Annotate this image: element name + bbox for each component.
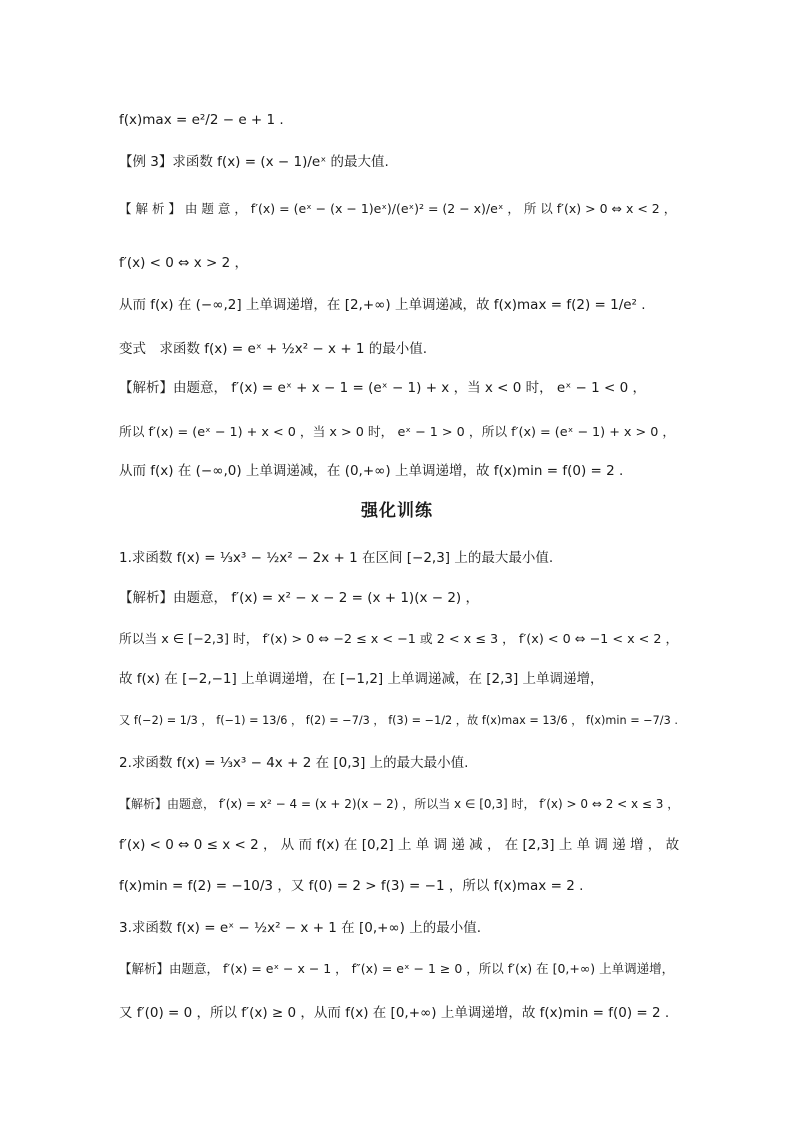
text-line-9: 从而 f(x) 在 (−∞,0) 上单调递减，在 (0,+∞) 上单调递增，故 f(x)min = f(0) = 2 . (119, 463, 624, 479)
text-line-8: 所以 f′(x) = (eˣ − 1) + x < 0 ，当 x > 0 时， eˣ − 1 > 0 ，所以 f′(x) = (eˣ − 1) + x > 0 ， (119, 424, 676, 440)
text-line-19: 3.求函数 f(x) = eˣ − ½x² − x + 1 在 [0,+∞) 上的最小值. (119, 920, 482, 936)
text-line-14: 又 f(−2) = 1/3 ， f(−1) = 13/6 ， f(2) = −7/3 ， f(3) = −1/2 ，故 f(x)max = 13/6 ， f(x)min = −7/3 . (119, 714, 678, 727)
section-heading: 强化训练 (361, 501, 433, 521)
text-line-2: 【例 3】求函数 f(x) = (x − 1)/eˣ 的最大值. (119, 154, 389, 170)
text-line-5: 从而 f(x) 在 (−∞,2] 上单调递增，在 [2,+∞) 上单调递减，故 f(x)max = f(2) = 1/e² . (119, 297, 646, 313)
text-line-7: 【解析】由题意， f′(x) = eˣ + x − 1 = (eˣ − 1) + x ，当 x < 0 时， eˣ − 1 < 0 ， (119, 380, 646, 396)
text-line-20: 【解析】由题意， f′(x) = eˣ − x − 1 ， f″(x) = eˣ − 1 ≥ 0 ，所以 f′(x) 在 [0,+∞) 上单调递增， (119, 961, 675, 976)
text-line-16: 【解析】由题意， f′(x) = x² − 4 = (x + 2)(x − 2) ，所以当 x ∈ [0,3] 时， f′(x) > 0 ⇔ 2 < x ≤ 3 ， (119, 796, 680, 811)
text-line-21: 又 f′(0) = 0 ，所以 f′(x) ≥ 0 ，从而 f(x) 在 [0,+∞) 上单调递增，故 f(x)min = f(0) = 2 . (119, 1005, 670, 1021)
text-line-18: f(x)min = f(2) = −10/3 ，又 f(0) = 2 > f(3) = −1 ，所以 f(x)max = 2 . (119, 878, 584, 894)
text-line-17: f′(x) < 0 ⇔ 0 ≤ x < 2 ， 从 而 f(x) 在 [0,2] 上 单 调 递 减 ， 在 [2,3] 上 单 调 递 增 ， 故 (119, 837, 680, 853)
text-line-11: 【解析】由题意， f′(x) = x² − x − 2 = (x + 1)(x − 2) ， (119, 590, 479, 606)
text-line-13: 故 f(x) 在 [−2,−1] 上单调递增，在 [−1,2] 上单调递减，在 [2,3] 上单调递增， (119, 671, 604, 687)
text-line-10: 1.求函数 f(x) = ⅓x³ − ½x² − 2x + 1 在区间 [−2,3] 上的最大最小值. (119, 550, 554, 566)
text-line-3: 【 解 析 】 由 题 意 ， f′(x) = (eˣ − (x − 1)eˣ)/(eˣ)² = (2 − x)/eˣ ， 所 以 f′(x) > 0 ⇔ x < 2 ， (119, 201, 677, 216)
text-line-1: f(x)max = e²/2 − e + 1 . (119, 112, 284, 128)
text-line-4: f′(x) < 0 ⇔ x > 2 ， (119, 255, 248, 271)
text-line-6: 变式 求函数 f(x) = eˣ + ½x² − x + 1 的最小值. (119, 341, 428, 357)
text-line-15: 2.求函数 f(x) = ⅓x³ − 4x + 2 在 [0,3] 上的最大最小值. (119, 755, 469, 771)
text-line-12: 所以当 x ∈ [−2,3] 时， f′(x) > 0 ⇔ −2 ≤ x < −1 或 2 < x ≤ 3 ， f′(x) < 0 ⇔ −1 < x < 2 ， (119, 631, 679, 647)
